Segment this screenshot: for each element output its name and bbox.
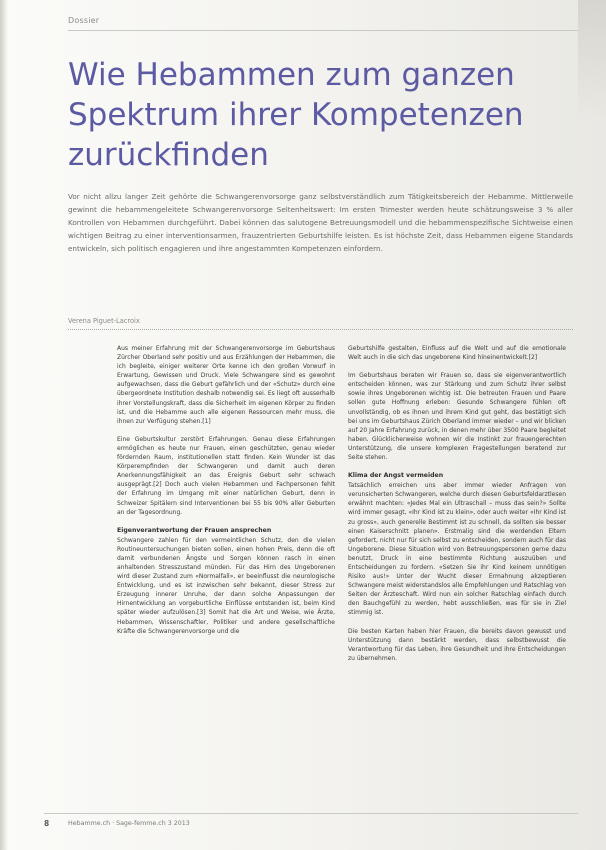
paragraph: Aus meiner Erfahrung mit der Schwangerenvorsorge im Geburtshaus Zürcher Oberland sehr positiv und aus Erzählungen der Hebammen, die ich begleite, einiger weiterer Orte kenne ich den großen Vorwurf in Erwartung, Gewissen und Druck. Viele Schwangere sind es gewohnt aufgewachsen, dass die Geburt gefährlich und der «Schutz» durch eine übergeordnete Institution deshalb notwendig sei. Es liegt oft ausserhalb ihrer Vorstellungskraft, dass die Sicherheit im eigenen Körper zu finden ist, und die Hebamme auch alle eigenen Ressourcen mehr muss, die ihnen zur Verfügung stehen.[1]: [117, 345, 335, 425]
header-divider: [68, 30, 578, 31]
subheading: Eigenverantwortung der Frauen ansprechen: [117, 526, 272, 534]
page-corner-shadow: [578, 0, 606, 120]
page-number: 8: [44, 819, 50, 828]
article-lead: Vor nicht allzu langer Zeit gehörte die Schwangerenvorsorge ganz selbstverständlich zum Tätigkeitsbereich der Hebamme. Mittlerweile gewinnt die hebammengeleitete Schwangerenvorsorge Seltenheitswert: Im ersten Trimester werden heute schätzungsweise 3 % aller Kontrollen von Hebammen durchgeführt. Dabei können das salutogene Betreuungsmodell und die hebammenspezifische Sichtweise einen wichtigen Beitrag zu einer interventionsarmen, frauzentrierten Geburtshilfe leisten. Es ist höchste Zeit, dass Hebammen eigene Standards entwickeln, sich politisch engagieren und ihre angestammten Kompetenzen einfordern.: [68, 192, 573, 254]
article-title: Wie Hebammen zum ganzen Spektrum ihrer Kompetenzen zurückfinden: [68, 57, 524, 173]
footer-divider: [44, 813, 578, 814]
paragraph: Eine Geburtskultur zerstört Erfahrungen. Genau diese Erfahrungen ermöglichen es heute nur Frauen, einen geschützten, genau wieder fördernden Raum, institutionellen statt finden. Kein Wunder ist das Körperempfinden der Schwangeren und damit auch deren Anerkennungsfähigkeit an das Ereignis Geburt sehr schwach ausgeprägt.[2] Doch auch vielen Hebammen und Fachpersonen fehlt der Erfahrung im Umgang mit einer natürlichen Geburt, denn in Schweizer Spitälern sind Interventionen bei 55 bis 90% aller Geburten an der Tagesordnung.: [117, 435, 335, 516]
subheading: Klima der Angst vermeiden: [348, 472, 444, 480]
paragraph: Im Geburtshaus beraten wir Frauen so, dass sie eigenverantwortlich entscheiden können, was zur Stärkung und zum Schutz ihrer selbst sowie ihres Ungeborenen wichtig ist. Die betreuten Frauen und Paare sollen gute Hoffnung erleben: Gesunde Schwangere fühlen oft unvollständig, ob es ihnen und ihrem Kind gut geht, das bestätigt sich bei uns im Geburtshaus Zürich Oberland immer wieder – und wir blicken auf 20 Jahre Erfahrung zurück, in denen mehr über 3500 Paare begleitet haben. Glücklicherweise wohnen wir die Instinkt zur frauengerechten Unterstützung, die unsere komplexen Fragestellungen beratend zur Seite stehen.: [348, 372, 566, 462]
paragraph: Die besten Karten haben hier Frauen, die bereits davon gewusst und Unterstützung dann bestärkt werden, dass selbstbewusst die Verantwortung für das Leben, ihre Gesundheit und ihre Entscheidungen zu übernehmen.: [348, 627, 566, 662]
publication-footer: Hebamme.ch · Sage-femme.ch 3 2013: [68, 820, 190, 827]
paragraph: Schwangere zahlen für den vermeintlichen Schutz, den die vielen Routineuntersuchungen bieten sollen, einen hohen Preis, denn die oft damit verbundenen Ängste und Sorgen können rasch in einen anhaltenden Stresszustand münden. Für das Hirn des Ungeborenen wird dieser Zustand zum «Normalfall», er beeinflusst die neurologische Entwicklung, und es ist inzwischen sehr bekannt, dieser Stress zur Erzeugung innerer Unruhe, der dann solche Anpassungen der Hirnentwicklung an vorgeburtliche Einflüsse entstanden ist, beim Kind später wieder aufzulösen.[3] Somit hat die Art und Weise, wie Ärzte, Hebammen, Wissenschaftler, Politiker und andere gesellschaftliche Kräfte die Schwangerenvorsorge und die: [117, 536, 335, 635]
body-column-left: [117, 344, 335, 645]
paragraph: Tatsächlich erreichen uns aber immer wieder Anfragen von verunsicherten Schwangeren, welche durch diesen Geburtsfeldarztlesen erwähnt machten: «Jedes Mal ein Ultraschall – muss das sein?» Sollte wird immer gesagt, «Ihr Kind ist zu klein», oder auch weiter «Ihr Kind ist zu gross», auch generelle Bestimmt ist zu schnell, da sollten sie besser einen Kaiserschnitt planen». Erstmalig sind die werdenden Eltern gefordert, nicht nur für sich selbst zu entscheiden, sondern auch für das Ungeborene. Diese Situation wird von Betreuungspersonen gerne dazu benutzt, Druck in eine bestimmte Richtung auszuüben und Entscheidungen zu fordern. «Setzen Sie ihr Kind keinem unnötigen Risiko aus!» Unter der Wucht dieser Ermahnung akzeptieren Schwangere meist widerstandslos alle Empfehlungen und Ratschlag von Seiten der Ärzteschaft. Wird nun ein solcher Ratschlag einfach durch den Bauchgefühl zu werden, hebt ausschließen, was für sie in Ziel stimmig ist.: [348, 482, 566, 617]
section-label: Dossier: [68, 16, 100, 25]
article-author: Verena Piguet-Lacroix: [68, 317, 140, 325]
body-column-right: [348, 344, 566, 672]
page-fold-shadow: [0, 0, 8, 850]
author-divider: [68, 329, 573, 330]
paragraph: Geburtshilfe gestalten, Einfluss auf die Welt und auf die emotionale Welt auch in die sich das ungeborene Kind hineinentwickelt.[2]: [348, 345, 566, 362]
